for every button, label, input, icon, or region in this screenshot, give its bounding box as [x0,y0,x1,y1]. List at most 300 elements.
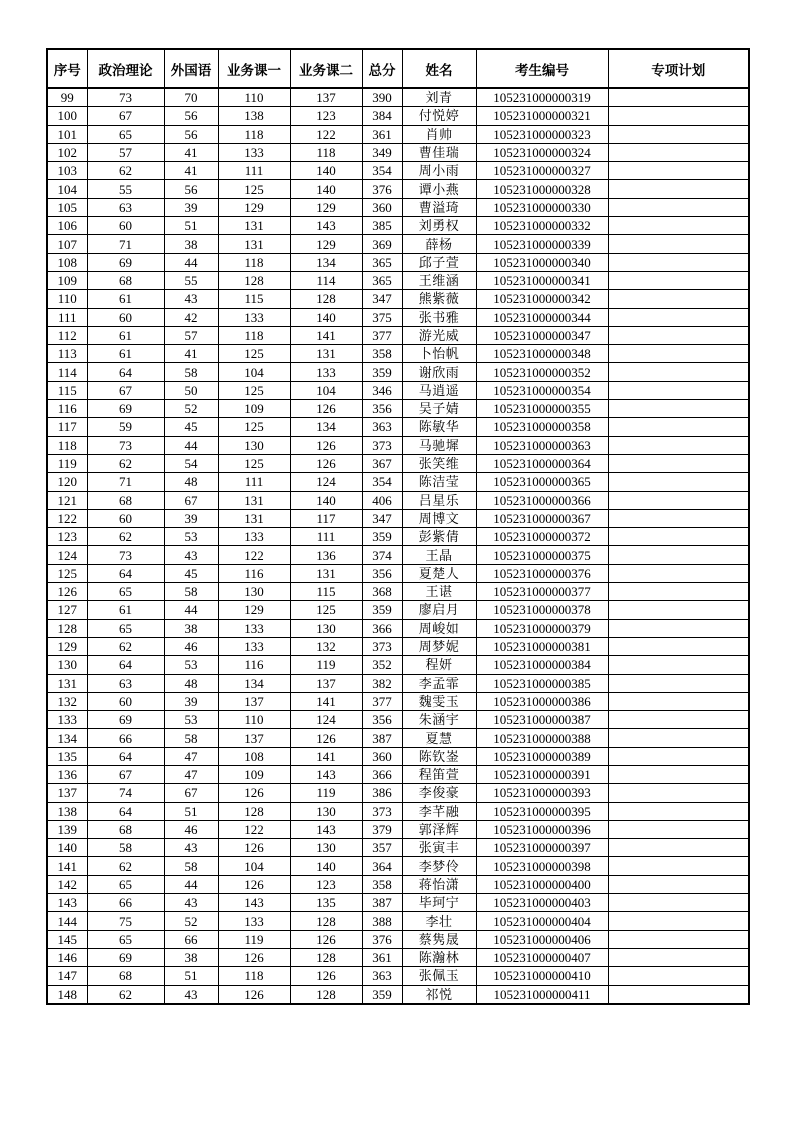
course1-score-cell: 104 [218,363,290,381]
politics-score-cell: 65 [87,583,164,601]
name-cell: 蔡隽晟 [402,930,476,948]
table-row [47,235,749,253]
name-cell: 王维涵 [402,271,476,289]
candidate-id-cell: 105231000000391 [476,765,608,783]
name-cell: 朱涵宇 [402,711,476,729]
politics-score-cell: 65 [87,930,164,948]
total-score-cell: 384 [362,107,402,125]
table-row [47,454,749,472]
table-row [47,601,749,619]
course2-score-cell: 136 [290,546,362,564]
candidate-id-cell: 105231000000319 [476,88,608,107]
course2-score-cell: 141 [290,326,362,344]
course1-score-cell: 133 [218,912,290,930]
special-plan-cell [608,967,749,985]
foreign-lang-score-cell: 47 [164,747,218,765]
candidate-id-cell: 105231000000365 [476,473,608,491]
course2-score-cell: 119 [290,784,362,802]
seq-cell: 120 [47,473,87,491]
politics-score-cell: 62 [87,857,164,875]
special-plan-cell [608,253,749,271]
total-score-cell: 365 [362,253,402,271]
name-cell: 吴子婧 [402,400,476,418]
foreign-lang-score-cell: 39 [164,509,218,527]
special-plan-cell [608,509,749,527]
politics-score-cell: 69 [87,400,164,418]
course1-score-cell: 119 [218,930,290,948]
special-plan-cell [608,583,749,601]
seq-cell: 141 [47,857,87,875]
name-cell: 卜怡帆 [402,345,476,363]
foreign-lang-score-cell: 46 [164,820,218,838]
total-score-cell: 376 [362,180,402,198]
politics-score-cell: 67 [87,107,164,125]
politics-score-cell: 62 [87,528,164,546]
course1-score-cell: 126 [218,875,290,893]
total-score-cell: 388 [362,912,402,930]
special-plan-cell [608,729,749,747]
course2-score-cell: 137 [290,88,362,107]
total-score-cell: 363 [362,418,402,436]
name-cell: 肖帅 [402,125,476,143]
candidate-id-cell: 105231000000386 [476,692,608,710]
table-row [47,162,749,180]
candidate-id-cell: 105231000000407 [476,948,608,966]
course1-score-cell: 133 [218,619,290,637]
name-cell: 陈钦崟 [402,747,476,765]
name-cell: 曹溢琦 [402,198,476,216]
name-cell: 吕星乐 [402,491,476,509]
course1-score-cell: 108 [218,747,290,765]
course1-score-cell: 125 [218,345,290,363]
name-cell: 李芊融 [402,802,476,820]
table-row [47,473,749,491]
candidate-id-cell: 105231000000381 [476,637,608,655]
special-plan-cell [608,363,749,381]
course1-score-cell: 131 [218,509,290,527]
foreign-lang-score-cell: 43 [164,985,218,1004]
course1-score-cell: 118 [218,326,290,344]
seq-cell: 146 [47,948,87,966]
name-cell: 魏雯玉 [402,692,476,710]
course2-score-cell: 130 [290,619,362,637]
name-cell: 李壮 [402,912,476,930]
total-score-cell: 346 [362,381,402,399]
candidate-id-cell: 105231000000328 [476,180,608,198]
name-cell: 程妍 [402,656,476,674]
course1-score-cell: 110 [218,88,290,107]
special-plan-cell [608,326,749,344]
candidate-id-cell: 105231000000385 [476,674,608,692]
total-score-cell: 377 [362,326,402,344]
course1-score-cell: 126 [218,985,290,1004]
course2-score-cell: 122 [290,125,362,143]
table-row [47,326,749,344]
foreign-lang-score-cell: 58 [164,583,218,601]
total-score-cell: 360 [362,747,402,765]
candidate-id-cell: 105231000000340 [476,253,608,271]
course2-score-cell: 128 [290,985,362,1004]
course1-score-cell: 125 [218,180,290,198]
candidate-id-cell: 105231000000403 [476,894,608,912]
special-plan-cell [608,674,749,692]
total-score-cell: 377 [362,692,402,710]
foreign-lang-score-cell: 41 [164,345,218,363]
special-plan-cell [608,125,749,143]
total-score-cell: 354 [362,473,402,491]
foreign-lang-score-cell: 67 [164,491,218,509]
politics-score-cell: 68 [87,271,164,289]
candidate-id-cell: 105231000000375 [476,546,608,564]
politics-score-cell: 62 [87,162,164,180]
foreign-lang-score-cell: 52 [164,400,218,418]
table-row [47,674,749,692]
foreign-lang-score-cell: 56 [164,107,218,125]
seq-cell: 148 [47,985,87,1004]
politics-score-cell: 67 [87,381,164,399]
total-score-cell: 373 [362,802,402,820]
course2-score-cell: 131 [290,345,362,363]
foreign-lang-score-cell: 42 [164,308,218,326]
foreign-lang-score-cell: 39 [164,198,218,216]
course2-score-cell: 124 [290,711,362,729]
special-plan-cell [608,217,749,235]
politics-score-cell: 63 [87,198,164,216]
course1-score-cell: 129 [218,601,290,619]
candidate-id-cell: 105231000000396 [476,820,608,838]
foreign-lang-score-cell: 50 [164,381,218,399]
foreign-lang-score-cell: 38 [164,235,218,253]
special-plan-cell [608,601,749,619]
special-plan-cell [608,765,749,783]
name-cell: 刘勇权 [402,217,476,235]
table-row [47,692,749,710]
course1-score-cell: 137 [218,729,290,747]
course2-score-cell: 134 [290,418,362,436]
total-score-cell: 359 [362,985,402,1004]
foreign-lang-score-cell: 45 [164,418,218,436]
header-cell-special-plan-cell: 专项计划 [608,49,749,88]
seq-cell: 132 [47,692,87,710]
course1-score-cell: 128 [218,271,290,289]
name-cell: 陈瀚林 [402,948,476,966]
name-cell: 周小雨 [402,162,476,180]
candidate-id-cell: 105231000000363 [476,436,608,454]
table-row [47,400,749,418]
foreign-lang-score-cell: 51 [164,217,218,235]
politics-score-cell: 63 [87,674,164,692]
seq-cell: 118 [47,436,87,454]
total-score-cell: 387 [362,729,402,747]
course1-score-cell: 118 [218,967,290,985]
course2-score-cell: 131 [290,564,362,582]
table-row [47,107,749,125]
politics-score-cell: 73 [87,546,164,564]
seq-cell: 144 [47,912,87,930]
special-plan-cell [608,564,749,582]
special-plan-cell [608,894,749,912]
exam-score-table [46,48,750,1005]
name-cell: 李梦伶 [402,857,476,875]
foreign-lang-score-cell: 44 [164,253,218,271]
seq-cell: 111 [47,308,87,326]
foreign-lang-score-cell: 51 [164,967,218,985]
table-row [47,217,749,235]
candidate-id-cell: 105231000000352 [476,363,608,381]
candidate-id-cell: 105231000000321 [476,107,608,125]
special-plan-cell [608,454,749,472]
seq-cell: 134 [47,729,87,747]
total-score-cell: 382 [362,674,402,692]
name-cell: 马逍遥 [402,381,476,399]
course2-score-cell: 140 [290,491,362,509]
total-score-cell: 367 [362,454,402,472]
course2-score-cell: 123 [290,875,362,893]
politics-score-cell: 64 [87,564,164,582]
foreign-lang-score-cell: 43 [164,839,218,857]
header-cell-foreign-lang-score-cell: 外国语 [164,49,218,88]
special-plan-cell [608,619,749,637]
candidate-id-cell: 105231000000384 [476,656,608,674]
special-plan-cell [608,235,749,253]
table-row [47,418,749,436]
course2-score-cell: 132 [290,637,362,655]
course2-score-cell: 119 [290,656,362,674]
course2-score-cell: 140 [290,308,362,326]
total-score-cell: 364 [362,857,402,875]
name-cell: 薛杨 [402,235,476,253]
total-score-cell: 369 [362,235,402,253]
table-row [47,436,749,454]
foreign-lang-score-cell: 52 [164,912,218,930]
course1-score-cell: 122 [218,546,290,564]
seq-cell: 117 [47,418,87,436]
foreign-lang-score-cell: 44 [164,436,218,454]
politics-score-cell: 60 [87,308,164,326]
special-plan-cell [608,546,749,564]
candidate-id-cell: 105231000000332 [476,217,608,235]
special-plan-cell [608,839,749,857]
candidate-id-cell: 105231000000347 [476,326,608,344]
table-row [47,967,749,985]
total-score-cell: 356 [362,400,402,418]
table-row [47,820,749,838]
course1-score-cell: 122 [218,820,290,838]
special-plan-cell [608,143,749,161]
course1-score-cell: 143 [218,894,290,912]
politics-score-cell: 60 [87,692,164,710]
name-cell: 李俊豪 [402,784,476,802]
politics-score-cell: 62 [87,985,164,1004]
special-plan-cell [608,784,749,802]
foreign-lang-score-cell: 45 [164,564,218,582]
seq-cell: 122 [47,509,87,527]
candidate-id-cell: 105231000000327 [476,162,608,180]
total-score-cell: 373 [362,637,402,655]
total-score-cell: 387 [362,894,402,912]
special-plan-cell [608,400,749,418]
seq-cell: 128 [47,619,87,637]
name-cell: 王晶 [402,546,476,564]
course2-score-cell: 134 [290,253,362,271]
course2-score-cell: 143 [290,820,362,838]
course1-score-cell: 111 [218,162,290,180]
politics-score-cell: 66 [87,729,164,747]
candidate-id-cell: 105231000000404 [476,912,608,930]
seq-cell: 125 [47,564,87,582]
table-row [47,528,749,546]
foreign-lang-score-cell: 43 [164,894,218,912]
politics-score-cell: 62 [87,454,164,472]
foreign-lang-score-cell: 41 [164,143,218,161]
course1-score-cell: 137 [218,692,290,710]
candidate-id-cell: 105231000000330 [476,198,608,216]
politics-score-cell: 65 [87,125,164,143]
table-row [47,637,749,655]
seq-cell: 119 [47,454,87,472]
course2-score-cell: 137 [290,674,362,692]
special-plan-cell [608,308,749,326]
candidate-id-cell: 105231000000366 [476,491,608,509]
total-score-cell: 359 [362,363,402,381]
table-row [47,765,749,783]
foreign-lang-score-cell: 67 [164,784,218,802]
course1-score-cell: 131 [218,235,290,253]
name-cell: 李孟霏 [402,674,476,692]
politics-score-cell: 64 [87,747,164,765]
table-row [47,180,749,198]
special-plan-cell [608,820,749,838]
name-cell: 夏楚人 [402,564,476,582]
special-plan-cell [608,656,749,674]
course1-score-cell: 131 [218,217,290,235]
candidate-id-cell: 105231000000354 [476,381,608,399]
candidate-id-cell: 105231000000395 [476,802,608,820]
course1-score-cell: 109 [218,765,290,783]
total-score-cell: 358 [362,875,402,893]
table-body [47,88,749,1004]
candidate-id-cell: 105231000000379 [476,619,608,637]
name-cell: 周峻如 [402,619,476,637]
name-cell: 张书雅 [402,308,476,326]
table-row [47,308,749,326]
foreign-lang-score-cell: 48 [164,473,218,491]
course2-score-cell: 141 [290,692,362,710]
total-score-cell: 373 [362,436,402,454]
name-cell: 张佩玉 [402,967,476,985]
name-cell: 谭小燕 [402,180,476,198]
table-row [47,839,749,857]
seq-cell: 129 [47,637,87,655]
candidate-id-cell: 105231000000389 [476,747,608,765]
foreign-lang-score-cell: 70 [164,88,218,107]
course1-score-cell: 126 [218,839,290,857]
politics-score-cell: 71 [87,473,164,491]
course2-score-cell: 126 [290,729,362,747]
special-plan-cell [608,345,749,363]
course1-score-cell: 116 [218,564,290,582]
special-plan-cell [608,418,749,436]
seq-cell: 136 [47,765,87,783]
politics-score-cell: 61 [87,345,164,363]
seq-cell: 133 [47,711,87,729]
course2-score-cell: 126 [290,454,362,472]
foreign-lang-score-cell: 47 [164,765,218,783]
politics-score-cell: 69 [87,711,164,729]
politics-score-cell: 69 [87,948,164,966]
seq-cell: 116 [47,400,87,418]
seq-cell: 109 [47,271,87,289]
course1-score-cell: 130 [218,436,290,454]
seq-cell: 106 [47,217,87,235]
foreign-lang-score-cell: 66 [164,930,218,948]
table-row [47,253,749,271]
name-cell: 郭泽辉 [402,820,476,838]
name-cell: 付悦婷 [402,107,476,125]
politics-score-cell: 60 [87,217,164,235]
total-score-cell: 357 [362,839,402,857]
table-row [47,711,749,729]
politics-score-cell: 68 [87,491,164,509]
table-row [47,894,749,912]
total-score-cell: 347 [362,290,402,308]
total-score-cell: 368 [362,583,402,601]
seq-cell: 147 [47,967,87,985]
course1-score-cell: 133 [218,143,290,161]
foreign-lang-score-cell: 58 [164,857,218,875]
politics-score-cell: 65 [87,619,164,637]
course2-score-cell: 117 [290,509,362,527]
course2-score-cell: 126 [290,436,362,454]
candidate-id-cell: 105231000000358 [476,418,608,436]
seq-cell: 138 [47,802,87,820]
candidate-id-cell: 105231000000387 [476,711,608,729]
course1-score-cell: 128 [218,802,290,820]
course2-score-cell: 141 [290,747,362,765]
table-row [47,88,749,107]
table-row [47,784,749,802]
course2-score-cell: 133 [290,363,362,381]
table-row [47,143,749,161]
name-cell: 张笑维 [402,454,476,472]
table-row [47,985,749,1004]
table-row [47,747,749,765]
politics-score-cell: 73 [87,436,164,454]
candidate-id-cell: 105231000000341 [476,271,608,289]
special-plan-cell [608,381,749,399]
header-cell-politics-score-cell: 政治理论 [87,49,164,88]
total-score-cell: 406 [362,491,402,509]
name-cell: 马驰墀 [402,436,476,454]
course2-score-cell: 135 [290,894,362,912]
politics-score-cell: 62 [87,637,164,655]
candidate-id-cell: 105231000000344 [476,308,608,326]
total-score-cell: 375 [362,308,402,326]
seq-cell: 123 [47,528,87,546]
foreign-lang-score-cell: 43 [164,290,218,308]
course1-score-cell: 109 [218,400,290,418]
table-row [47,271,749,289]
course1-score-cell: 138 [218,107,290,125]
total-score-cell: 366 [362,619,402,637]
seq-cell: 112 [47,326,87,344]
candidate-id-cell: 105231000000393 [476,784,608,802]
course1-score-cell: 129 [218,198,290,216]
seq-cell: 115 [47,381,87,399]
total-score-cell: 356 [362,711,402,729]
special-plan-cell [608,711,749,729]
name-cell: 陈敏华 [402,418,476,436]
